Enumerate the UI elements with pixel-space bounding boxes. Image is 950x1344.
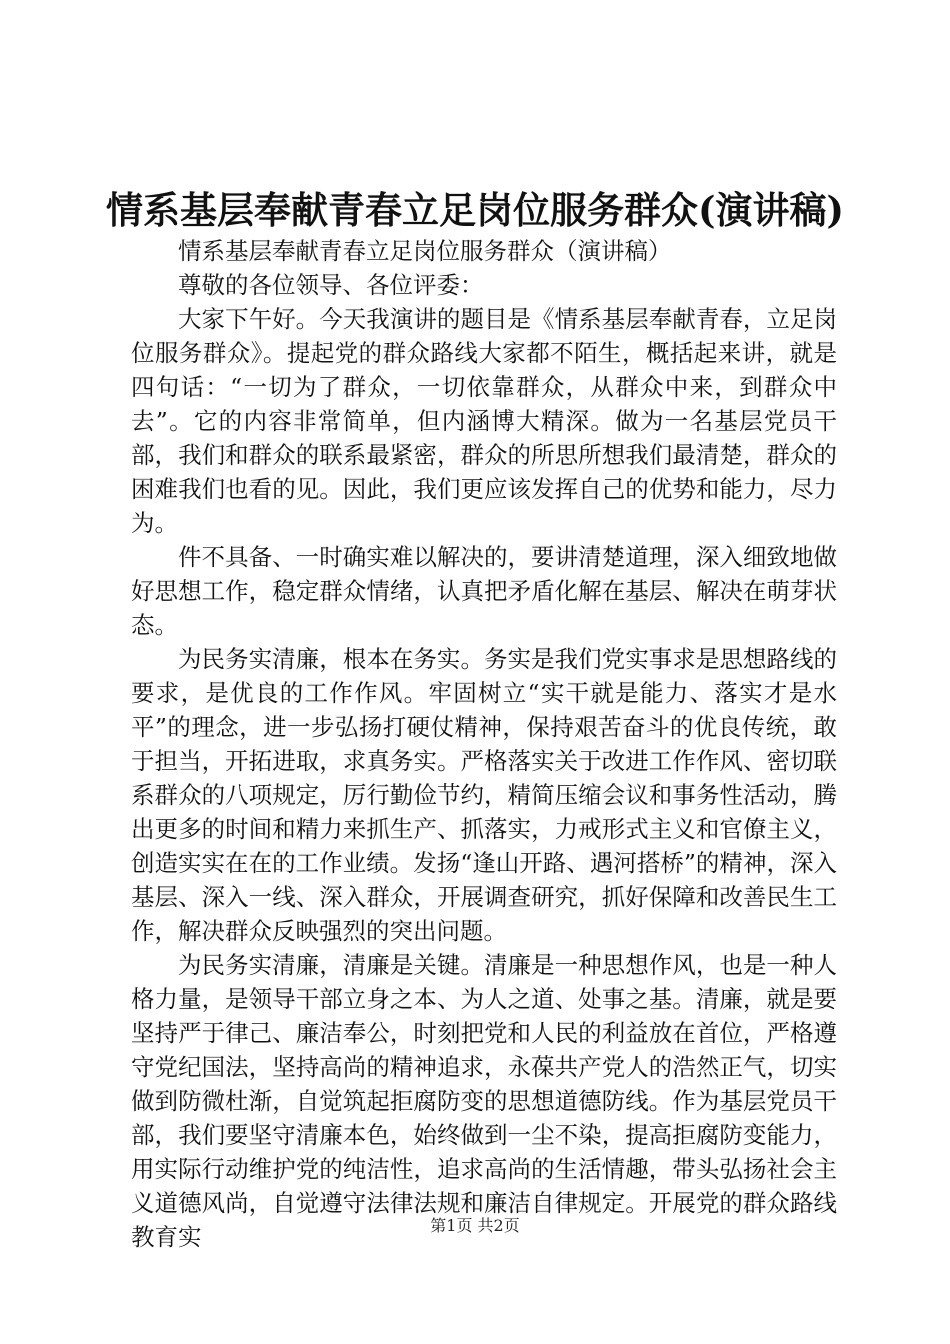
paragraph-body: 为民务实清廉，清廉是关键。清廉是一种思想作风，也是一种人格力量，是领导干部立身之本、为人之道、处事之基。清廉，就是要坚持严于律己、廉洁奉公，时刻把党和人民的利益放在首位，严格遵守党纪国法，坚持高尚的精神追求，永葆共产党人的浩然正气，切实做到防微杜渐，自觉筑起拒腐防变的思想道德防线。作为基层党员干部，我们要坚守清廉本色，始终做到一尘不染，提高拒腐防变能力，用实际行动维护党的纯洁性，追求高尚的生活情趣，带头弘扬社会主义道德风尚，自觉遵守法律法规和廉洁自律规定。开展党的群众路线教育实 [131, 951, 837, 1251]
paragraph-salutation: 尊敬的各位领导、各位评委： [178, 271, 484, 299]
paragraph-body: 为民务实清廉，根本在务实。务实是我们党实事求是思想路线的要求，是优良的工作作风。牢固树立“实干就是能力、落实才是水平”的理念，进一步弘扬打硬仗精神，保持艰苦奋斗的优良传统，敢于担当，开拓进取，求真务实。严格落实关于改进工作作风、密切联系群众的八项规定，厉行勤俭节约，精简压缩会议和事务性活动，腾出更多的时间和精力来抓生产、抓落实，力戒形式主义和官僚主义，创造实实在在的工作业绩。发扬“逢山开路、遇河搭桥”的精神，深入基层、深入一线、深入群众，开展调查研究，抓好保障和改善民生工作，解决群众反映强烈的突出问题。 [131, 645, 837, 945]
page-number-footer: 第1页 共2页 [430, 1216, 520, 1235]
paragraph-subtitle: 情系基层奉献青春立足岗位服务群众（演讲稿） [178, 237, 672, 265]
document-body [131, 234, 837, 1254]
document-title: 情系基层奉献青春立足岗位服务群众(演讲稿) [105, 188, 844, 232]
paragraph-body: 件不具备、一时确实难以解决的，要讲清楚道理，深入细致地做好思想工作，稳定群众情绪，认真把矛盾化解在基层、解决在萌芽状态。 [131, 543, 837, 639]
paragraph-body: 大家下午好。今天我演讲的题目是《情系基层奉献青春，立足岗位服务群众》。提起党的群众路线大家都不陌生，概括起来讲，就是四句话：“一切为了群众，一切依靠群众，从群众中来，到群众中去”。它的内容非常简单，但内涵博大精深。做为一名基层党员干部，我们和群众的联系最紧密，群众的所思所想我们最清楚，群众的困难我们也看的见。因此，我们更应该发挥自己的优势和能力，尽力为。 [131, 305, 837, 537]
